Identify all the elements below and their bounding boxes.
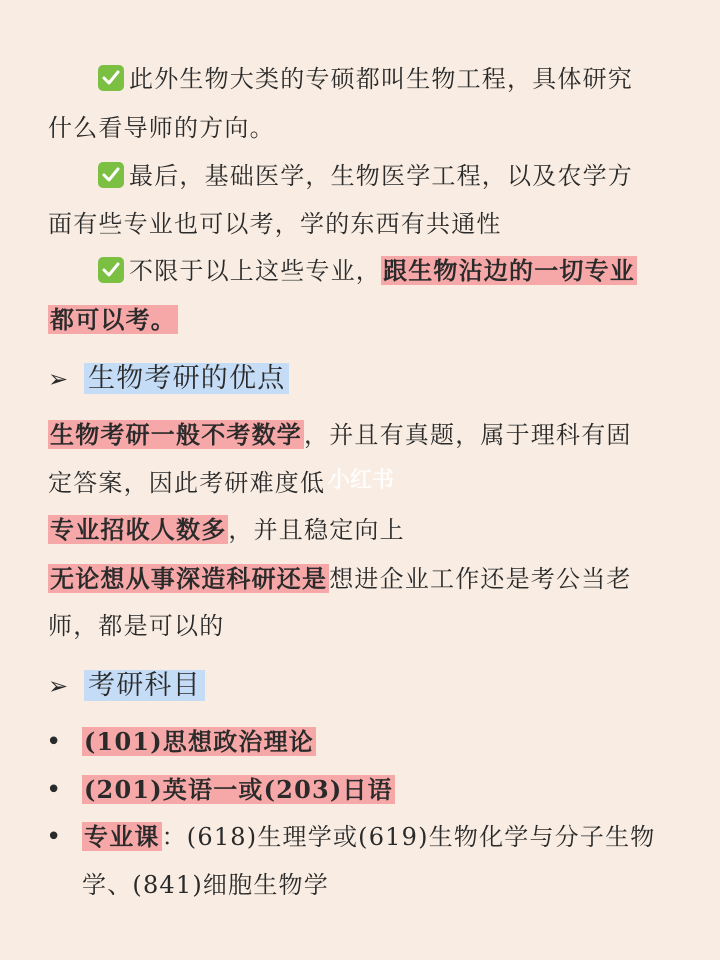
highlighted-text: 都可以考。 — [50, 305, 176, 334]
advantages-line-3 — [48, 513, 678, 547]
highlighted-text: 无论想从事深造科研还是 — [50, 564, 328, 593]
paragraph-text: 学、(841)细胞生物学 — [82, 871, 329, 899]
highlighted-text: (201)英语一或(203)日语 — [84, 775, 393, 804]
arrow-bullet-icon: ➢ — [48, 672, 70, 700]
subject-item-continued — [82, 868, 712, 902]
arrow-bullet-icon: ➢ — [48, 365, 70, 393]
paragraph-text: 面有些专业也可以考，学的东西有共通性 — [48, 210, 502, 238]
highlighted-text: 专业课 — [84, 822, 160, 851]
section-title: 考研科目 — [84, 670, 205, 701]
section-title: 生物考研的优点 — [84, 363, 289, 394]
paragraph-2-line-1 — [98, 159, 720, 193]
paragraph-text: ，并且稳定向上 — [228, 516, 405, 544]
paragraph-3-line-2 — [48, 303, 678, 337]
paragraph-3-line-1 — [98, 254, 720, 288]
paragraph-1-line-1 — [98, 62, 720, 96]
bullet-icon: • — [46, 822, 62, 852]
check-icon — [98, 65, 124, 91]
paragraph-text: 最后，基础医学，生物医学工程，以及农学方 — [129, 162, 633, 190]
bullet-icon: • — [46, 727, 62, 757]
paragraph-text: 此外生物大类的专硕都叫生物工程，具体研究 — [129, 65, 633, 93]
paragraph-text: 想进企业工作还是考公当老 — [329, 565, 632, 593]
advantages-line-4 — [48, 562, 678, 596]
bullet-icon: • — [46, 775, 62, 805]
highlighted-text: 专业招收人数多 — [50, 515, 227, 544]
subject-item — [82, 820, 678, 854]
paragraph-text: 师，都是可以的 — [48, 612, 225, 640]
paragraph-1-line-2 — [48, 111, 678, 145]
paragraph-text: 定答案，因此考研难度低 — [48, 469, 326, 497]
section-heading-advantages — [48, 362, 678, 396]
advantages-line-5 — [48, 609, 678, 643]
watermark: 小红书 — [328, 468, 395, 493]
paragraph-text: 什么看导师的方向。 — [48, 114, 275, 142]
section-heading-subjects — [48, 669, 678, 703]
highlighted-text: 生物考研一般不考数学 — [50, 420, 302, 449]
highlighted-text: 跟生物沾边的一切专业 — [383, 256, 635, 285]
paragraph-text: ：(618)生理学或(619)生物化学与分子生物 — [161, 823, 656, 851]
subject-item — [82, 773, 712, 807]
check-icon — [98, 162, 124, 188]
check-icon — [98, 257, 124, 283]
advantages-line-1 — [48, 418, 678, 452]
highlighted-text: (101)思想政治理论 — [84, 727, 315, 756]
subject-item — [82, 725, 712, 759]
paragraph-text: ，并且有真题，属于理科有固 — [304, 421, 632, 449]
paragraph-2-line-2 — [48, 207, 678, 241]
paragraph-text: 不限于以上这些专业， — [129, 257, 381, 285]
